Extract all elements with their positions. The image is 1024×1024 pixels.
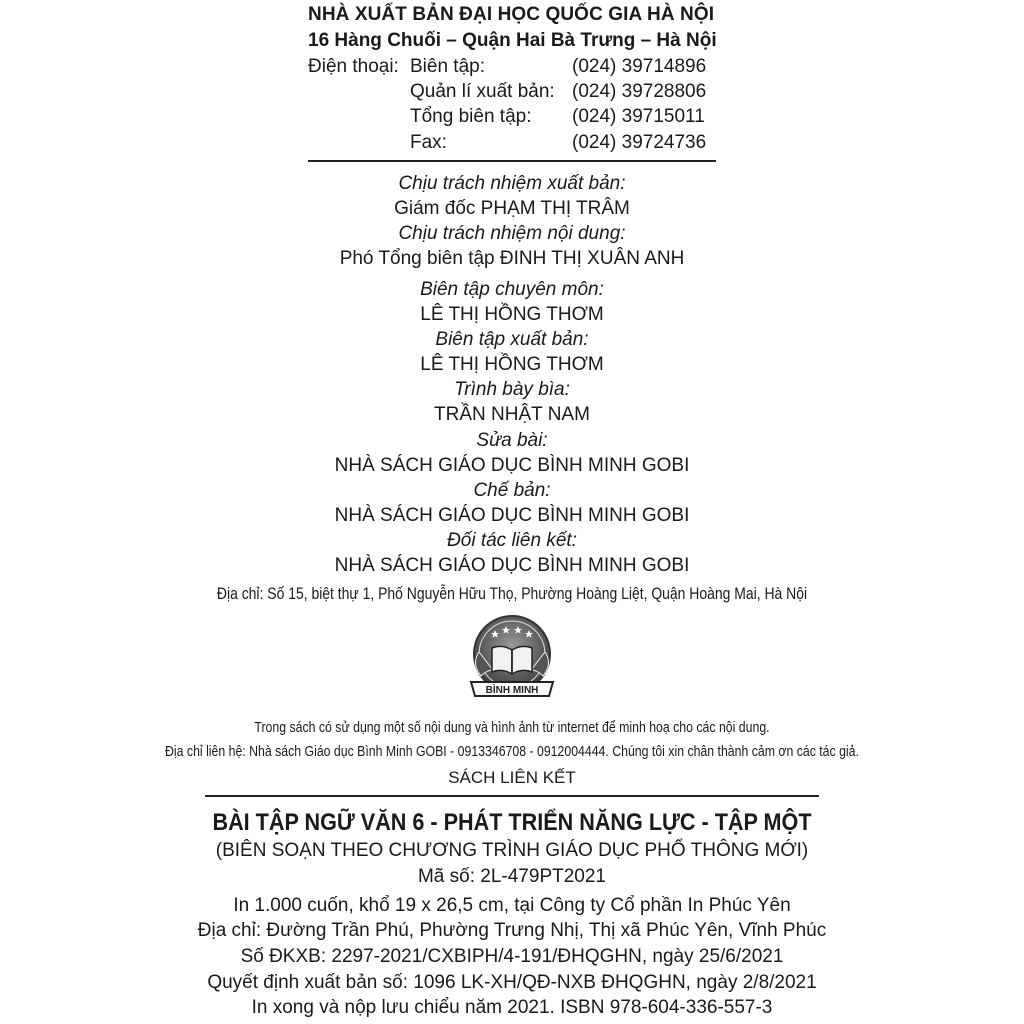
phone-value-chief-editor: (024) 39715011 — [572, 106, 705, 127]
note-internet-content: Trong sách có sử dụng một số nội dung và hình ảnh từ internet để minh hoạ cho các nội dung. — [254, 719, 770, 736]
note-contact: Địa chỉ liên hệ: Nhà sách Giáo dục Bình Minh GOBI - 0913346708 - 0912004444. Chúng tôi xin chân thành cảm ơn các tác giả. — [165, 743, 859, 760]
credit-role-cover: Trình bày bìa: — [454, 379, 570, 400]
registration-number: Số ĐKXB: 2297-2021/CXBIPH/4-191/ĐHQGHN, ngày 25/6/2021 — [240, 946, 784, 967]
header-divider — [308, 160, 716, 162]
partner-address: Địa chỉ: Số 15, biệt thự 1, Phố Nguyễn Hữu Thọ, Phường Hoàng Liệt, Quận Hoàng Mai, Hà Nội — [216, 584, 808, 603]
credit-person-content: Phó Tổng biên tập ĐINH THỊ XUÂN ANH — [339, 248, 685, 269]
phone-label-chief-editor: Tổng biên tập: — [410, 106, 532, 127]
credit-role-specialist-editor: Biên tập chuyên môn: — [420, 279, 604, 300]
credit-role-content: Chịu trách nhiệm nội dung: — [398, 223, 626, 244]
phone-label-fax: Fax: — [410, 132, 447, 153]
credit-role-publishing: Chịu trách nhiệm xuất bản: — [398, 173, 626, 194]
book-type: SÁCH LIÊN KẾT — [448, 768, 576, 787]
phone-value-editor: (024) 39714896 — [572, 56, 707, 77]
book-subtitle: (BIÊN SOẠN THEO CHƯƠNG TRÌNH GIÁO DỤC PHỔ THÔNG MỚI) — [215, 840, 809, 861]
credit-person-publishing: Giám đốc PHẠM THỊ TRÂM — [394, 198, 630, 219]
credit-role-proofreading: Sửa bài: — [476, 430, 548, 451]
credit-person-proofreading: NHÀ SÁCH GIÁO DỤC BÌNH MINH GOBI — [334, 455, 690, 476]
publisher-name: NHÀ XUẤT BẢN ĐẠI HỌC QUỐC GIA HÀ NỘI — [308, 4, 715, 25]
footer-divider — [205, 795, 819, 797]
print-info: In 1.000 cuốn, khổ 19 x 26,5 cm, tại Công ty Cổ phần In Phúc Yên — [233, 895, 791, 916]
publisher-address: 16 Hàng Chuối – Quận Hai Bà Trưng – Hà Nội — [308, 30, 717, 51]
phone-label-management: Quản lí xuất bản: — [410, 81, 555, 102]
print-address: Địa chỉ: Đường Trần Phú, Phường Trưng Nhị, Thị xã Phúc Yên, Vĩnh Phúc — [197, 920, 827, 941]
credit-person-publishing-editor: LÊ THỊ HỒNG THƠM — [420, 354, 604, 375]
logo-text: BÌNH MINH — [485, 685, 539, 696]
deposit-isbn: In xong và nộp lưu chiểu năm 2021. ISBN 978-604-336-557-3 — [251, 997, 773, 1018]
credit-role-publishing-editor: Biên tập xuất bản: — [435, 329, 589, 350]
credit-role-typesetting: Chế bản: — [473, 480, 551, 501]
credit-person-cover: TRẦN NHẬT NAM — [434, 404, 590, 425]
binh-minh-logo-icon — [465, 612, 559, 712]
credit-person-specialist-editor: LÊ THỊ HỒNG THƠM — [420, 304, 604, 325]
book-code: Mã số: 2L-479PT2021 — [417, 866, 606, 887]
credit-person-partner: NHÀ SÁCH GIÁO DỤC BÌNH MINH GOBI — [334, 555, 690, 576]
phone-value-management: (024) 39728806 — [572, 81, 707, 102]
credit-role-partner: Đối tác liên kết: — [447, 530, 577, 551]
credit-person-typesetting: NHÀ SÁCH GIÁO DỤC BÌNH MINH GOBI — [334, 505, 690, 526]
phone-label-editor: Biên tập: — [410, 56, 485, 77]
phone-value-fax: (024) 39724736 — [572, 132, 707, 153]
publishing-decision: Quyết định xuất bản số: 1096 LK-XH/QĐ-NXB ĐHQGHN, ngày 2/8/2021 — [207, 972, 817, 993]
book-title: BÀI TẬP NGỮ VĂN 6 - PHÁT TRIỂN NĂNG LỰC - TẬP MỘT — [212, 809, 812, 836]
phone-prefix: Điện thoại: — [308, 56, 399, 77]
